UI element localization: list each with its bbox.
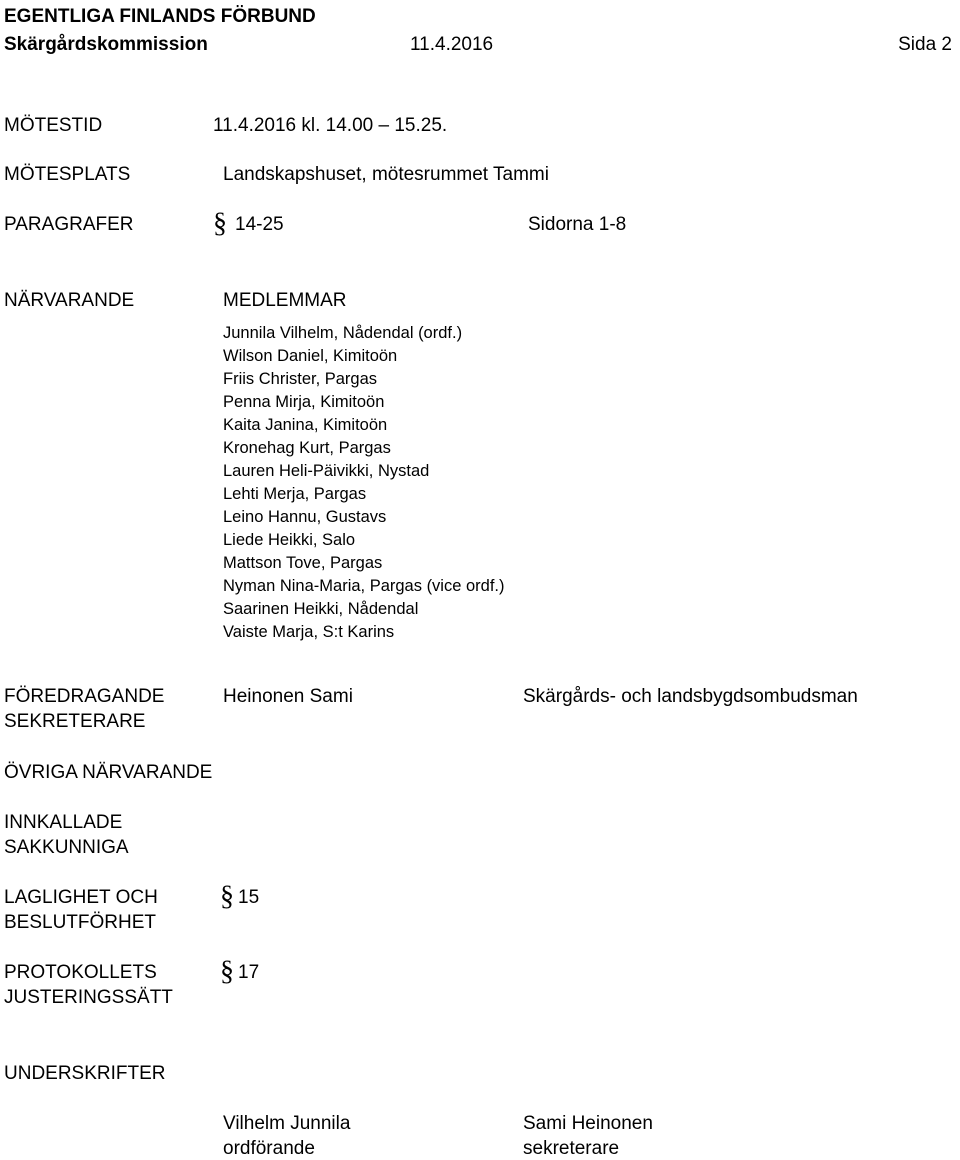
section-sign-paragraphs: § [213, 208, 227, 239]
legality-label-2: BESLUTFÖRHET [4, 912, 157, 933]
signatures-label: UNDERSKRIFTER [4, 1063, 166, 1084]
presenter-title: Skärgårds- och landsbygdsombudsman [523, 686, 858, 707]
member-item: Vaiste Marja, S:t Karins [223, 623, 395, 641]
presenter-label: FÖREDRAGANDE [4, 686, 165, 707]
secretary-label: SEKRETERARE [4, 711, 146, 732]
signature-1-name: Vilhelm Junnila [223, 1113, 351, 1134]
member-item: Wilson Daniel, Kimitoön [223, 347, 398, 365]
members-list [223, 322, 505, 644]
section-sign-legality: § [220, 881, 234, 912]
adjustment-label-1: PROTOKOLLETS [4, 962, 157, 983]
member-item: Kaita Janina, Kimitoön [223, 416, 388, 434]
page-number: Sida 2 [898, 34, 952, 55]
adjustment-number: 17 [238, 962, 260, 983]
meeting-place-label: MÖTESPLATS [4, 164, 131, 185]
member-item: Leino Hannu, Gustavs [223, 508, 387, 526]
member-item: Lehti Merja, Pargas [223, 485, 367, 503]
meeting-time-label: MÖTESTID [4, 115, 103, 136]
member-item: Penna Mirja, Kimitoön [223, 393, 385, 411]
present-label: NÄRVARANDE [4, 290, 135, 311]
organization-name: EGENTLIGA FINLANDS FÖRBUND [4, 6, 316, 27]
member-item: Junnila Vilhelm, Nådendal (ordf.) [223, 324, 463, 342]
meeting-place-value: Landskapshuset, mötesrummet Tammi [223, 164, 549, 185]
member-item: Friis Christer, Pargas [223, 370, 378, 388]
member-item: Kronehag Kurt, Pargas [223, 439, 391, 457]
adjustment-label-2: JUSTERINGSSÄTT [4, 987, 173, 1008]
members-heading: MEDLEMMAR [223, 290, 347, 311]
section-sign-adjustment: § [220, 956, 234, 987]
member-item: Lauren Heli-Päivikki, Nystad [223, 462, 430, 480]
experts-label-2: SAKKUNNIGA [4, 837, 129, 858]
signature-1-role: ordförande [223, 1138, 315, 1159]
member-item: Nyman Nina-Maria, Pargas (vice ordf.) [223, 577, 505, 595]
pages-value: Sidorna 1-8 [528, 214, 627, 235]
commission-name: Skärgårdskommission [4, 34, 208, 55]
member-item: Mattson Tove, Pargas [223, 554, 383, 572]
meeting-time-value: 11.4.2016 kl. 14.00 – 15.25. [213, 115, 448, 136]
legality-number: 15 [238, 887, 260, 908]
signature-2-name: Sami Heinonen [523, 1113, 653, 1134]
legality-label-1: LAGLIGHET OCH [4, 887, 158, 908]
other-present-label: ÖVRIGA NÄRVARANDE [4, 762, 213, 783]
member-item: Liede Heikki, Salo [223, 531, 356, 549]
header-date: 11.4.2016 [410, 34, 494, 55]
presenter-name: Heinonen Sami [223, 686, 353, 707]
paragraphs-label: PARAGRAFER [4, 214, 134, 235]
experts-label-1: INNKALLADE [4, 812, 123, 833]
member-item: Saarinen Heikki, Nådendal [223, 600, 419, 618]
signature-2-role: sekreterare [523, 1138, 620, 1159]
paragraphs-value: 14-25 [235, 214, 284, 235]
